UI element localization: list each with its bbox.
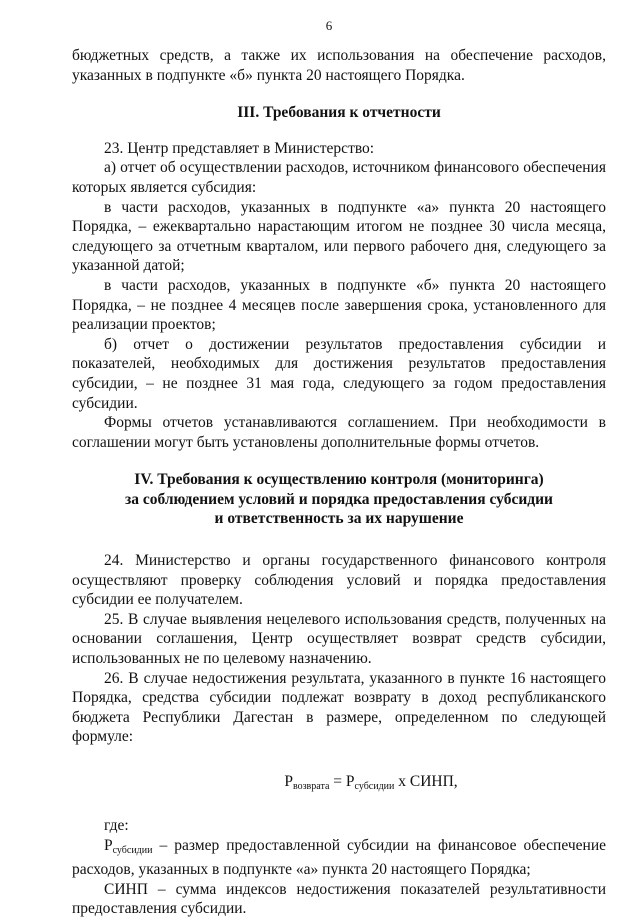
definition-subsidy-sub: субсидии <box>112 844 153 856</box>
where-label: где: <box>104 817 129 834</box>
formula-lhs: Р <box>284 773 293 790</box>
paragraph-23-a: а) отчет об осуществлении расходов, источником финансового обеспечения которых является субсидия: <box>72 159 606 196</box>
definition-sinp: СИНП – сумма индексов недостижения показателей результативности предоставления субсидии. <box>72 880 606 918</box>
formula-rhs-sub: субсидии <box>354 781 395 792</box>
intro-continuation: бюджетных средств, а также их использования на обеспечение расходов, указанных в подпункте «б» пункта 20 настоящего Порядка. <box>72 47 606 84</box>
section-4-title-line-1: IV. Требования к осуществлению контроля (мониторинга) <box>134 471 544 489</box>
formula-lhs-sub: возврата <box>292 781 330 792</box>
section-3-title: III. Требования к отчетности <box>237 104 441 122</box>
definition-subsidy-text: – размер предоставленной субсидии на финансовое обеспечение расходов, указанных в подпункте «а» пункта 20 настоящего Порядка; <box>72 836 606 879</box>
section-4-title-line-3: и ответственность за их нарушение <box>214 510 464 528</box>
paragraph-23-a-1: в части расходов, указанных в подпункте «а» пункта 20 настоящего Порядка, – ежеквартально нарастающим итогом не позднее 30 числа месяца, следующего за отчетным кварталом, или первого рабочего дня, следующего за указанной датой; <box>72 198 606 275</box>
formula-eq: = Р <box>329 773 355 790</box>
paragraph-24: 24. Министерство и органы государственного финансового контроля осуществляют проверку соблюдения условий и порядка предоставления субсидии ее получателем. <box>72 552 606 609</box>
formula <box>136 773 606 792</box>
paragraph-23-forms: Формы отчетов устанавливаются соглашением. При необходимости в соглашении могут быть установлены дополнительные формы отчетов. <box>72 414 606 451</box>
paragraph-23: 23. Центр представляет в Министерство: <box>104 139 375 157</box>
definition-subsidy-symbol: Р <box>104 836 113 854</box>
page-number: 6 <box>325 18 333 33</box>
section-4-title-line-2: за соблюдением условий и порядка предоставления субсидии <box>125 490 553 508</box>
paragraph-23-b: б) отчет о достижении результатов предоставления субсидии и показателей, необходимых для достижения результатов предоставления субсидии, – не позднее 31 мая года, следующего за годом предоставления субсидии. <box>72 335 606 412</box>
paragraph-23-a-2: в части расходов, указанных в подпункте «б» пункта 20 настоящего Порядка, – не позднее 4 месяцев после завершения срока, установленного для реализации проектов; <box>72 276 606 334</box>
paragraph-25: 25. В случае выявления нецелевого использования средств, полученных на основании соглашения, Центр осуществляет возврат средств субсидии, использованных не по целевому назначению. <box>72 610 606 668</box>
paragraph-26: 26. В случае недостижения результата, указанного в пункте 16 настоящего Порядка, средства субсидии подлежат возврату в доход республиканского бюджета Республики Дагестан в размере, определенном по следующей формуле: <box>72 669 606 746</box>
formula-rhs-tail: х СИНП, <box>394 773 458 790</box>
definition-subsidy <box>72 836 606 880</box>
